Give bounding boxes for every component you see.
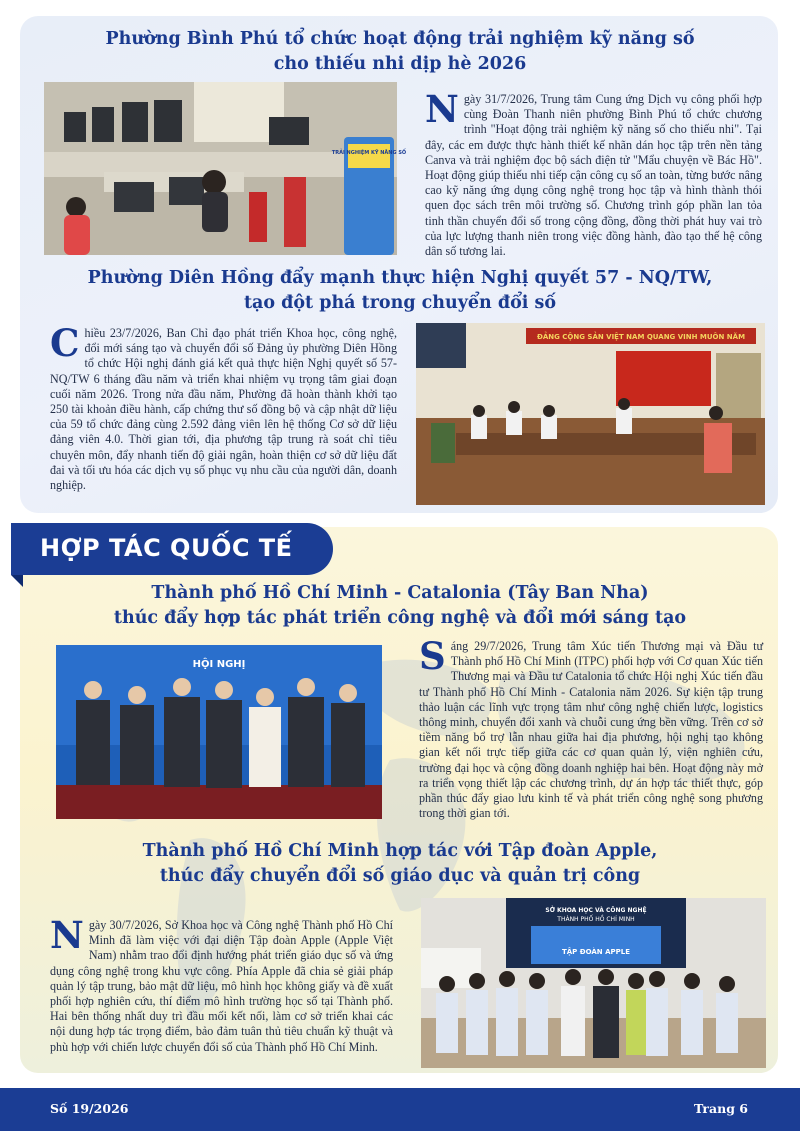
article-2-photo: [416, 323, 765, 505]
article-1-text: gày 31/7/2026, Trung tâm Cung ứng Dịch vụ công phối hợp cùng Đoàn Thanh niên phường Bình Phú tổ chức chương trình "Hoạt động trải nghiệm kỹ năng số cho thiếu nhi". Tại đây, các em được thực hành thiết kế nhãn dán học tập trên nền tảng Canva và trải nghiệm đọc bộ sách điện tử "Mẩu chuyện về Bác Hồ". Hoạt động giúp thiếu nhi tiếp cận công cụ số an toàn, từng bước nâng cao kỹ năng ứng dụng công nghệ trong học tập và hình thành thói quen đọc sách trên môi trường số. Chương trình góp phần lan tỏa tinh thần chuyển đổi số trong cộng đồng, đồng thời phát huy vai trò của lực lượng thanh niên trong việc đồng hành, đào tạo thế hệ công dân số tương lai.: [425, 92, 762, 259]
article-4-title-line2: thúc đẩy chuyển đổi số giáo dục và quản trị công: [159, 866, 641, 886]
article-3-dropcap: S: [419, 634, 446, 678]
article-1-title: [40, 27, 760, 77]
article-4-title: [40, 839, 760, 889]
photo-4-screen-text: TẬP ĐOÀN APPLE: [561, 948, 631, 956]
issue-number: Số 19/2026: [50, 1101, 129, 1116]
section-banner-notch: [11, 575, 23, 587]
article-3-title: [40, 581, 760, 631]
article-1-title-line1: Phường Bình Phú tổ chức hoạt động trải nghiệm kỹ năng số: [105, 29, 695, 49]
article-4-dropcap: N: [50, 913, 84, 957]
photo-4-banner-mid: THÀNH PHỐ HỒ CHÍ MINH: [557, 916, 635, 923]
article-1-photo: [44, 82, 407, 255]
article-3-text: áng 29/7/2026, Trung tâm Xúc tiến Thương mại và Đầu tư Thành phố Hồ Chí Minh (ITPC) phối hợp với Cơ quan Xúc tiến Thương mại và Đầu tư Catalonia tổ chức Hội nghị Xúc tiến đầu tư Thành phố Hồ Chí Minh - Catalonia năm 2026. Sự kiện tập trung thảo luận các lĩnh vực trọng tâm như công nghệ chiến lược, logistics thông minh, chuyển đổi xanh và chuỗi cung ứng bền vững. Trên cơ sở tiềm năng bổ trợ lẫn nhau giữa hai địa phương, hội nghị tạo không gian kết nối trực tiếp giữa các cơ quan quản lý, viện nghiên cứu, trường đại học và cộng đồng doanh nghiệp hai bên. Hoạt động này mở ra triển vọng thiết lập các chương trình, dự án hợp tác thiết thực, góp phần thúc đẩy giao lưu kinh tế và phát triển công nghệ song phương trong thời gian tới.: [419, 639, 763, 821]
article-2-title-line2: tạo đột phá trong chuyển đổi số: [243, 293, 557, 313]
photo-2-banner-text: ĐẢNG CỘNG SẢN VIỆT NAM QUANG VINH MUÔN NĂM: [536, 333, 746, 341]
article-2-title-line1: Phường Diên Hồng đẩy mạnh thực hiện Nghị quyết 57 - NQ/TW,: [87, 268, 713, 288]
article-3-title-line1: Thành phố Hồ Chí Minh - Catalonia (Tây Ban Nha): [151, 583, 649, 603]
article-3-title-line2: thúc đẩy hợp tác phát triển công nghệ và đổi mới sáng tạo: [113, 608, 687, 628]
page-number: Trang 6: [694, 1101, 748, 1116]
article-2-dropcap: C: [50, 321, 80, 365]
photo-3-banner-text: HỘI NGHỊ: [192, 659, 246, 670]
section-title: HỢP TÁC QUỐC TẾ: [40, 534, 293, 562]
article-3-body: [419, 634, 763, 824]
article-2-title: [40, 266, 760, 316]
article-3-photo: [56, 645, 382, 819]
article-1-body: [425, 87, 762, 259]
article-1-title-line2: cho thiếu nhi dịp hè 2026: [273, 54, 527, 74]
article-4-title-line1: Thành phố Hồ Chí Minh hợp tác với Tập đoàn Apple,: [142, 841, 658, 861]
article-2-body: [50, 321, 397, 496]
article-4-body: [50, 913, 393, 1058]
article-4-photo: [421, 898, 766, 1068]
article-2-text: hiều 23/7/2026, Ban Chỉ đạo phát triển Khoa học, công nghệ, đổi mới sáng tạo và chuyển đổi số Đảng ủy phường Diên Hồng tổ chức Hội nghị đánh giá kết quả thực hiện Nghị quyết số 57-NQ/TW 6 tháng đầu năm và triển khai nhiệm vụ trọng tâm giai đoạn cuối năm 2026. Trong nửa đầu năm, Phường đã hoàn thành khởi tạo 250 tài khoản điều hành, cấp chứng thư số đồng bộ và cập nhật dữ liệu của 59 tổ chức đảng cùng 2.592 đảng viên lên hệ thống Cơ sở dữ liệu đảng viên 4.0. Thời gian tới, địa phương tập trung rà soát chỉ tiêu chuyên môn, đẩy nhanh tiến độ giải ngân, hoàn thiện cơ sở dữ liệu đất đai và tối ưu hóa các dịch vụ số phục vụ nhu cầu của người dân, doanh nghiệp.: [50, 326, 397, 493]
article-4-text: gày 30/7/2026, Sở Khoa học và Công nghệ Thành phố Hồ Chí Minh đã làm việc với đại diện Tập đoàn Apple (Apple Việt Nam) nhằm trao đổi định hướng phát triển giáo dục số và ứng dụng công nghệ trong khu vực công. Phía Apple đã chia sẻ giải pháp quản lý tập trung, bảo mật dữ liệu, mô hình học không giấy và đề xuất phối hợp nghiên cứu, thí điểm mô hình trường học số tại Thành phố. Hai bên thống nhất duy trì đầu mối kết nối, làm cơ sở triển khai các nội dung hợp tác trọng điểm, bảo đảm tuân thủ tiêu chuẩn kỹ thuật và phù hợp với chiến lược chuyển đổi số của Thành phố Hồ Chí Minh.: [50, 918, 393, 1054]
photo-1-banner-text: TRẢI NGHIỆM KỸ NĂNG SỐ: [331, 150, 407, 156]
photo-4-banner-top: SỞ KHOA HỌC VÀ CÔNG NGHỆ: [545, 907, 647, 914]
article-1-dropcap: N: [425, 87, 459, 131]
